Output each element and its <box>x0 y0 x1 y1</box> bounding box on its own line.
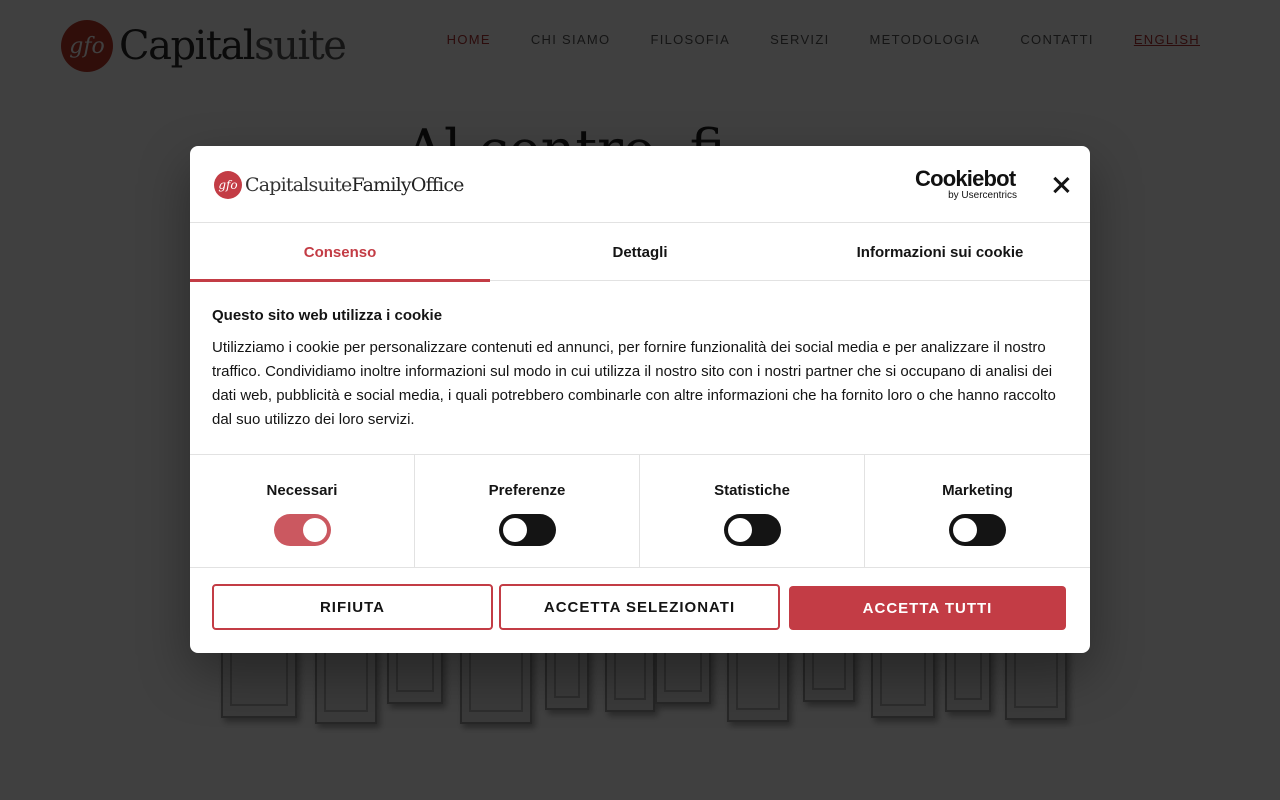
accept-selected-button[interactable]: ACCETTA SELEZIONATI <box>499 584 780 630</box>
accept-all-button[interactable]: ACCETTA TUTTI <box>789 586 1066 630</box>
switch-knob <box>303 518 327 542</box>
dialog-body <box>212 306 1070 432</box>
reject-button[interactable]: RIFIUTA <box>212 584 493 630</box>
toggle-statistiche <box>640 455 865 568</box>
preferenze-switch[interactable] <box>499 514 556 546</box>
toggle-label: Necessari <box>266 482 338 499</box>
toggle-label: Preferenze <box>488 482 566 499</box>
cookiebot-logo[interactable] <box>915 168 1025 202</box>
toggle-marketing <box>865 455 1090 568</box>
dialog-logo-text: CapitalsuiteFamilyOffice <box>245 174 464 196</box>
dialog-title: Questo sito web utilizza i cookie <box>212 307 443 324</box>
toggle-label: Marketing <box>942 482 1013 499</box>
tab-dettagli[interactable]: Dettagli <box>612 243 668 261</box>
marketing-switch[interactable] <box>949 514 1006 546</box>
toggle-preferenze <box>415 455 640 568</box>
switch-knob <box>728 518 752 542</box>
dialog-header <box>190 146 1090 223</box>
consent-toggles <box>190 454 1090 568</box>
close-icon[interactable] <box>1048 172 1074 198</box>
switch-knob <box>503 518 527 542</box>
toggle-necessari <box>190 455 415 568</box>
dialog-tabs <box>190 223 1090 281</box>
tab-informazioni[interactable]: Informazioni sui cookie <box>856 243 1024 261</box>
cookiebot-sub: by Usercentrics <box>948 190 1017 201</box>
necessari-switch[interactable] <box>274 514 331 546</box>
dialog-description: Utilizziamo i cookie per personalizzare contenuti ed annunci, per fornire funzionalità dei social media e per analizzare il nostro traffico. Condividiamo inoltre informazioni sul modo in cui utilizza il nostro sito con i nostri partner che si occupano di analisi dei dati web, pubblicità e social media, i quali potrebbero combinarle con altre informazioni che ha fornito loro o che hanno raccolto dal suo utilizzo dei loro servizi. <box>212 339 1056 428</box>
dialog-logo <box>214 171 464 199</box>
switch-knob <box>953 518 977 542</box>
dialog-logo-mark-icon: gfo <box>214 171 242 199</box>
toggle-label: Statistiche <box>714 482 790 499</box>
tab-consenso[interactable]: Consenso <box>190 223 490 281</box>
cookiebot-name: Cookiebot <box>915 166 1016 191</box>
statistiche-switch[interactable] <box>724 514 781 546</box>
cookie-consent-dialog <box>190 146 1090 653</box>
